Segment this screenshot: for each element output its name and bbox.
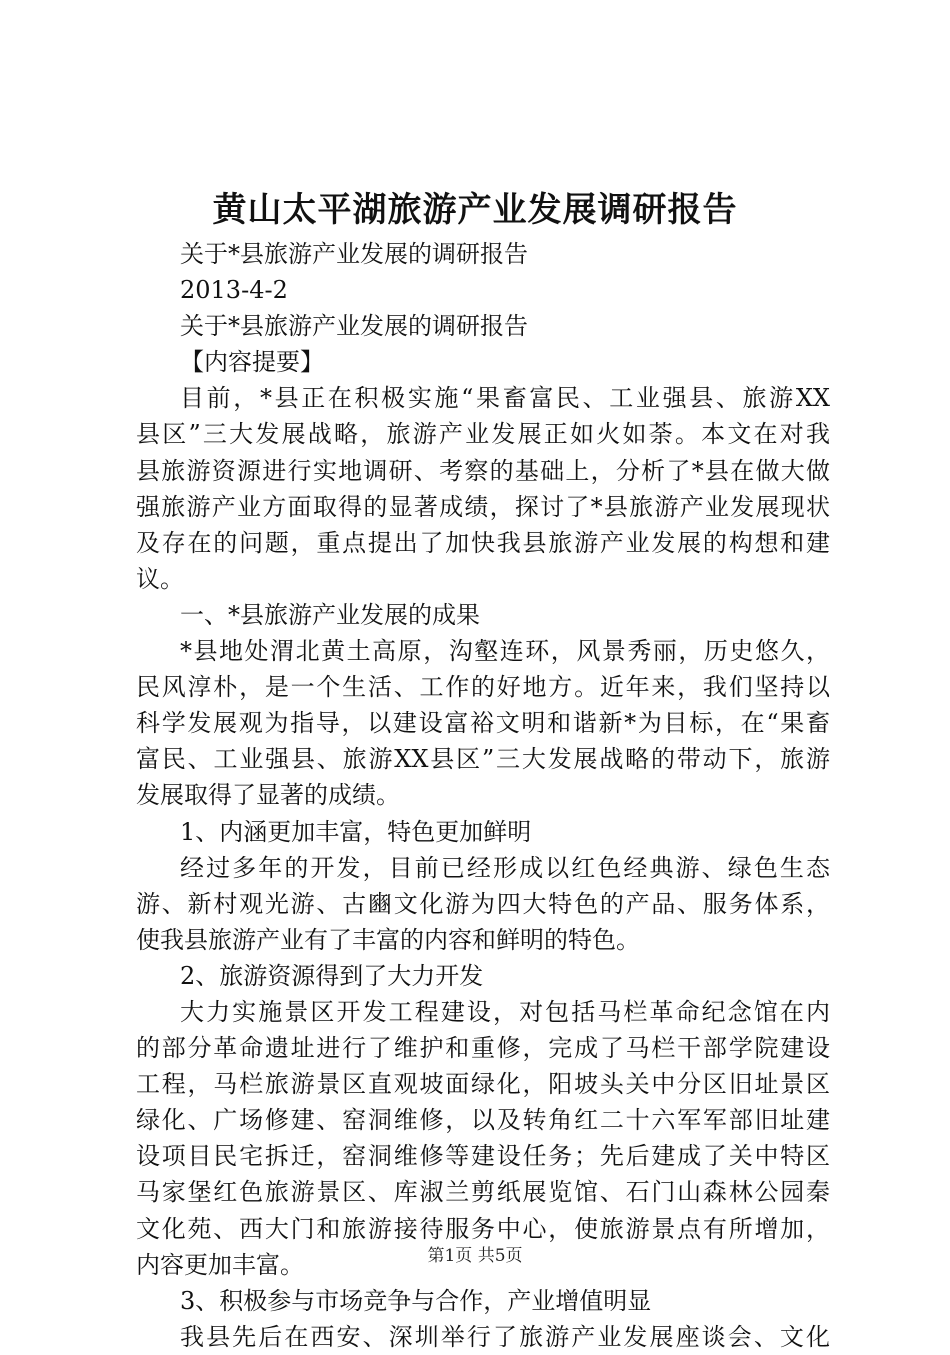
- text-line: 1、内涵更加丰富，特色更加鲜明: [180, 817, 532, 846]
- text-line: 县旅游资源进行实地调研、考察的基础上，分析了*县在做大做: [136, 456, 830, 485]
- text-line: 一、*县旅游产业发展的成果: [180, 600, 480, 629]
- text-line: 设项目民宅拆迁，窑洞维修等建设任务；先后建成了关中特区: [136, 1142, 830, 1171]
- text-line: 县区”三大发展战略，旅游产业发展正如火如荼。本文在对我: [136, 420, 830, 449]
- text-line: 使我县旅游产业有了丰富的内容和鲜明的特色。: [136, 925, 640, 954]
- text-line: 的部分革命遗址进行了维护和重修，完成了马栏干部学院建设: [136, 1034, 830, 1063]
- text-line: 经过多年的开发，目前已经形成以红色经典游、绿色生态: [180, 853, 830, 882]
- text-line: 马家堡红色旅游景区、库淑兰剪纸展览馆、石门山森林公园秦: [136, 1178, 830, 1207]
- text-line: 大力实施景区开发工程建设，对包括马栏革命纪念馆在内: [180, 997, 830, 1026]
- document-body: [136, 236, 830, 1355]
- text-line: 议。: [136, 564, 184, 593]
- text-line: 目前，*县正在积极实施“果畜富民、工业强县、旅游XX: [180, 384, 830, 413]
- text-line: 关于*县旅游产业发展的调研报告: [180, 312, 528, 341]
- text-line: 发展取得了显著的成绩。: [136, 781, 400, 810]
- text-line: 我县先后在西安、深圳举行了旅游产业发展座谈会、文化: [180, 1322, 830, 1351]
- text-line: 科学发展观为指导，以建设富裕文明和谐新*为目标，在“果畜: [136, 709, 830, 738]
- text-line: 2013-4-2: [180, 276, 288, 305]
- text-line: 内容更加丰富。: [136, 1250, 304, 1279]
- text-line: 2、旅游资源得到了大力开发: [180, 961, 484, 990]
- text-line: 民风淳朴，是一个生活、工作的好地方。近年来，我们坚持以: [136, 673, 830, 702]
- page-footer: 第1页 共5页: [427, 1246, 523, 1266]
- text-line: 绿化、广场修建、窑洞维修，以及转角红二十六军军部旧址建: [136, 1106, 830, 1135]
- text-line: 3、积极参与市场竞争与合作，产业增值明显: [180, 1286, 652, 1315]
- text-line: 工程，马栏旅游景区直观坡面绿化，阳坡头关中分区旧址景区: [136, 1070, 830, 1099]
- text-line: 强旅游产业方面取得的显著成绩，探讨了*县旅游产业发展现状: [136, 492, 830, 521]
- text-line: 游、新村观光游、古豳文化游为四大特色的产品、服务体系，: [136, 889, 830, 918]
- document-title: 黄山太平湖旅游产业发展调研报告: [212, 190, 738, 230]
- text-line: 关于*县旅游产业发展的调研报告: [180, 240, 528, 268]
- text-line: 【内容提要】: [180, 348, 324, 377]
- text-line: *县地处渭北黄土高原，沟壑连环，风景秀丽，历史悠久，: [180, 637, 830, 666]
- text-line: 文化苑、西大门和旅游接待服务中心，使旅游景点有所增加，: [136, 1214, 830, 1243]
- text-line: 及存在的问题，重点提出了加快我县旅游产业发展的构想和建: [136, 528, 830, 557]
- text-line: 富民、工业强县、旅游XX县区”三大发展战略的带动下，旅游: [136, 745, 830, 774]
